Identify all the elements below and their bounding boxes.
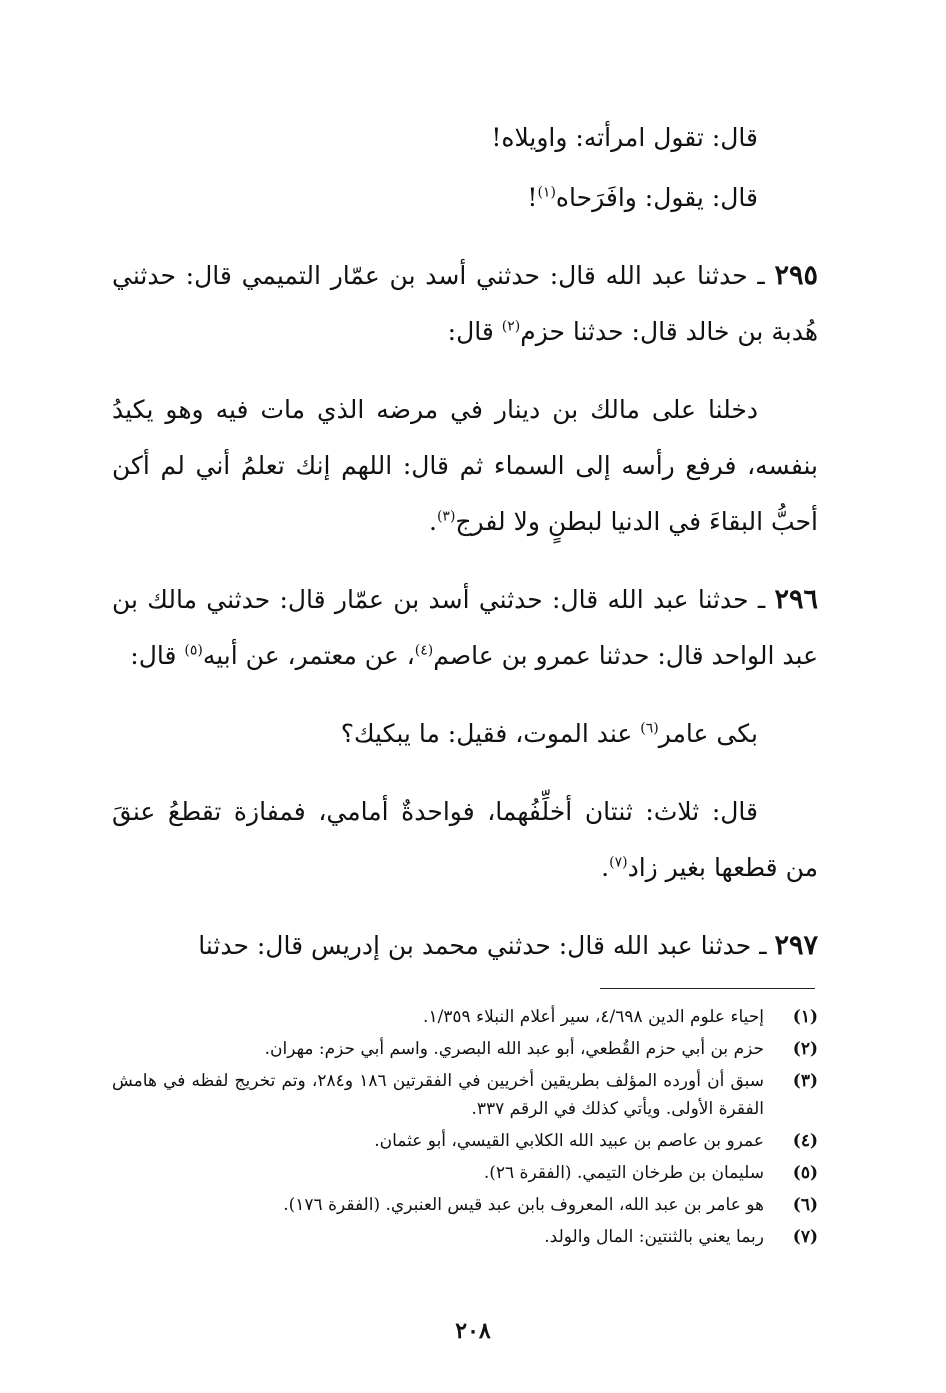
narration-number: ٢٩٧ [774,930,818,961]
footnote-ref[interactable]: (٥) [184,642,203,659]
footnote-text: عمرو بن عاصم بن عبيد الله الكلابي القيسي، أبو عثمان. [374,1131,764,1151]
paragraph-text: ! [527,183,538,212]
footnote-ref[interactable]: (٧) [609,854,628,871]
paragraph-text: دخلنا على مالك بن دينار في مرضه الذي مات فيه وهو يكيدُ بنفسه، فرفع رأسه إلى السماء ثم قال: اللهم إنك تعلمُ أني لم أكن أحبُّ البقاءَ في الدنيا لبطنٍ ولا لفرج [112,395,818,536]
paragraph-text: بكى عامر [658,719,758,748]
footnote-ref[interactable]: (٢) [501,318,521,335]
narration-number: ٢٩٥ [774,260,818,291]
footnote-item [112,1127,818,1155]
footnote-number: (٣) [792,1071,818,1091]
footnote-text: هو عامر بن عبد الله، المعروف بابن عبد قيس العنبري. (الفقرة ١٧٦). [283,1195,764,1215]
main-text [112,110,818,996]
footnote-text: سليمان بن طرخان التيمي. (الفقرة ٢٦). [483,1163,764,1183]
page-number: ٢٠٨ [455,1318,491,1344]
footnote-item [112,1191,818,1219]
paragraph-296 [112,572,818,684]
paragraph-text: قال: [130,641,185,670]
paragraph-text: عند الموت، فقيل: ما يبكيك؟ [340,719,641,748]
paragraph-text: . [429,507,437,536]
paragraph-295 [112,248,818,360]
footnote-text: سبق أن أورده المؤلف بطريقين أخريين في الفقرتين ١٨٦ و٢٨٤، وتم تخريج لفظه في هامش الفقرة الأولى. ويأتي كذلك في الرقم ٣٣٧. [112,1071,764,1119]
paragraph-text: قال: [447,317,502,346]
paragraph-6 [112,706,818,762]
footnote-number: (٧) [792,1227,818,1247]
footnote-ref[interactable]: (٤) [414,642,434,659]
paragraph-text: ـ حدثنا عبد الله قال: حدثني أسد بن عمّار قال: حدثني مالك بن عبد الواحد قال: حدثنا عمرو بن عاصم [112,585,818,670]
footnote-text: ربما يعني بالثنتين: المال والولد. [544,1227,764,1247]
footnote-text: إحياء علوم الدين ٤/٦٩٨، سير أعلام النبلاء ١/٣٥٩. [423,1007,764,1027]
footnote-text: حزم بن أبي حزم القُطعي، أبو عبد الله البصري. واسم أبي حزم: مهران. [264,1039,764,1059]
paragraph-2 [112,170,818,226]
paragraph-297 [112,918,818,974]
footnote-number: (٥) [792,1163,818,1183]
footnote-item [112,1159,818,1187]
footnote-number: (٤) [792,1131,818,1151]
paragraph-text: . [601,853,610,882]
paragraph-1 [112,110,818,166]
paragraph-4 [112,382,818,550]
narration-number: ٢٩٦ [774,584,818,615]
footnote-ref[interactable]: (٦) [640,720,659,737]
footnote-divider [600,988,815,989]
footnote-ref[interactable]: (٣) [436,508,456,525]
paragraph-text: ـ حدثنا عبد الله قال: حدثني محمد بن إدريس قال: حدثنا [198,931,775,960]
footnote-number: (٦) [792,1195,818,1215]
footnote-item [112,1003,818,1031]
footnote-number: (٢) [792,1039,818,1059]
paragraph-7 [112,784,818,896]
paragraph-text: ـ حدثنا عبد الله قال: حدثني أسد بن عمّار التميمي قال: حدثني هُدبة بن خالد قال: حدثنا حزم [112,261,818,346]
paragraph-text: قال: يقول: وافَرَحاه [555,183,758,212]
footnote-number: (١) [792,1007,818,1027]
footnote-item [112,1223,818,1251]
footnotes [112,1003,818,1255]
paragraph-text: ، عن معتمر، عن أبيه [202,641,415,670]
footnote-ref[interactable]: (١) [537,184,556,201]
footnote-item [112,1067,818,1123]
paragraph-text: قال: تقول امرأته: واويلاه! [491,123,758,152]
paragraph-text: قال: ثلاث: ثنتان أخلِّفُهما، فواحدةٌ أمامي، فمفازة تقطعُ عنقَ من قطعها بغير زاد [112,797,818,882]
footnote-item [112,1035,818,1063]
